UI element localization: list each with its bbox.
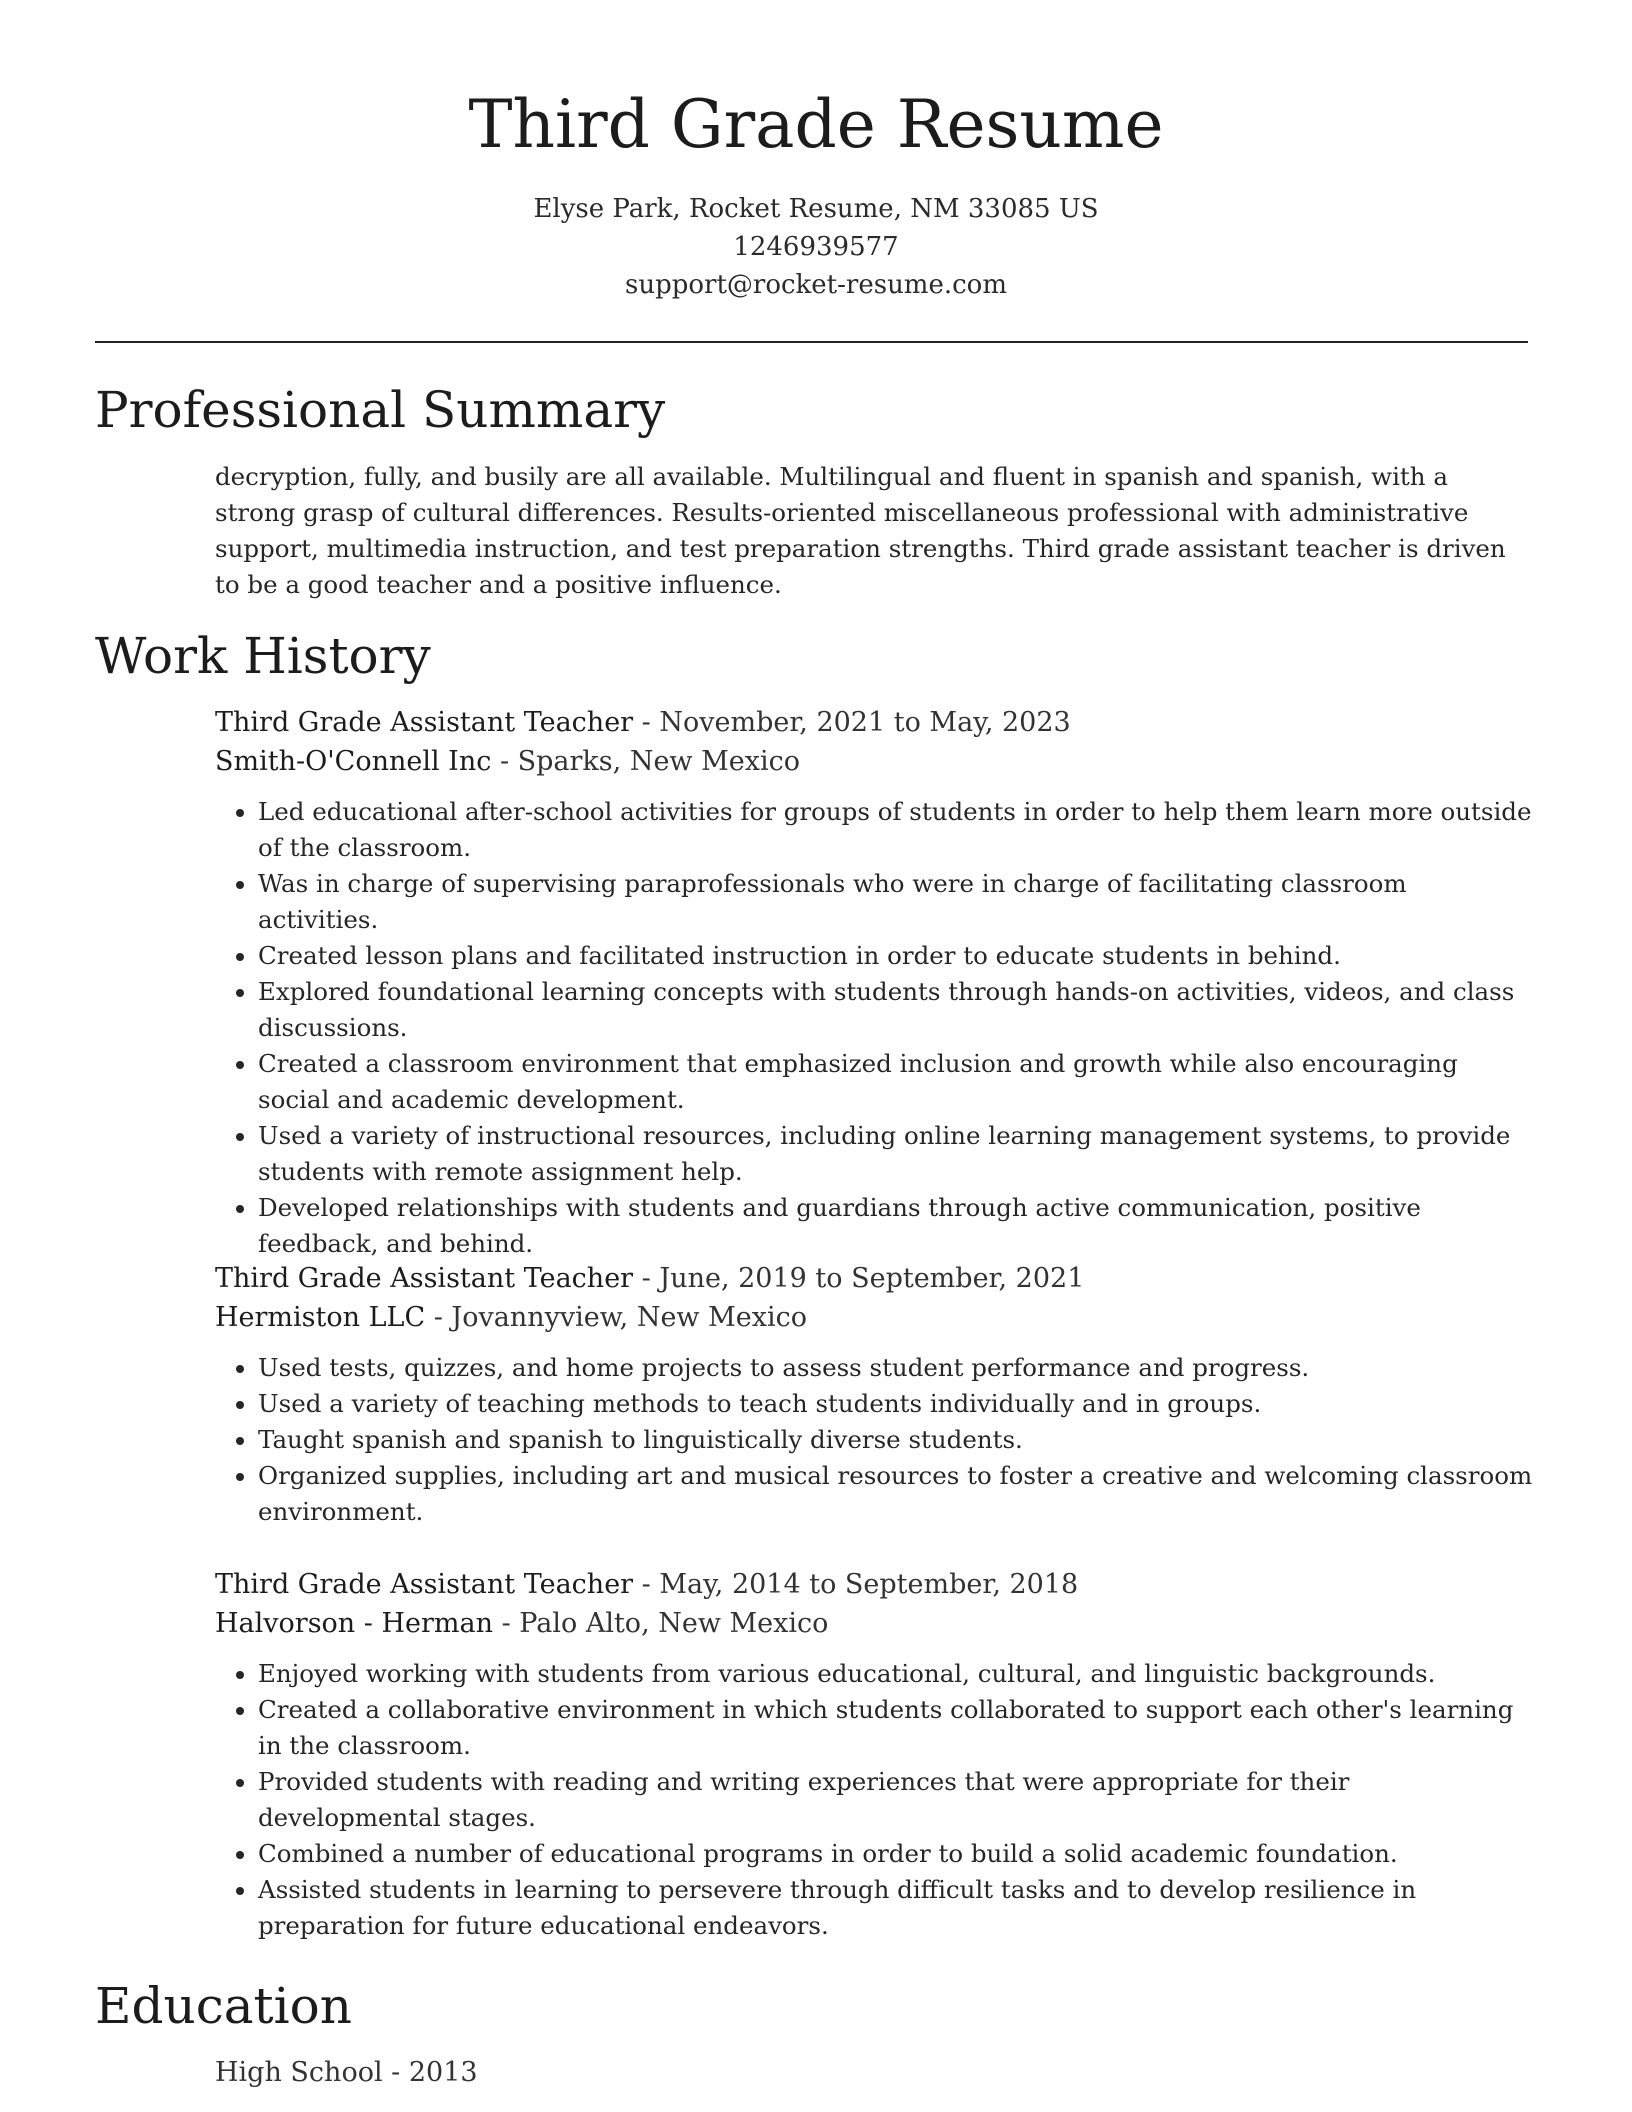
education-line — [215, 2053, 1533, 2092]
job-entry — [215, 1565, 1533, 1944]
contact-info — [0, 190, 1632, 304]
header-divider — [95, 341, 1528, 343]
job-bullets — [215, 1656, 1533, 1944]
job-bullet: • Organized supplies, including art and musical resources to foster a creative and welcoming classroom environment. — [258, 1458, 1533, 1530]
job-dates: - June, 2019 to September, 2021 — [633, 1263, 1085, 1294]
job-entry — [215, 703, 1533, 1262]
work-history-heading: Work History — [95, 627, 431, 685]
job-bullet: • Assisted students in learning to persevere through difficult tasks and to develop resilience in preparation for future educational endeavors. — [258, 1872, 1533, 1944]
job-entry — [215, 1259, 1533, 1530]
job-bullet: • Led educational after-school activities for groups of students in order to help them learn more outside of the classroom. — [258, 794, 1533, 866]
job-bullets — [215, 794, 1533, 1262]
job-title: Third Grade Assistant Teacher — [215, 707, 634, 738]
job-company: Halvorson - Herman — [215, 1608, 494, 1639]
resume-title: Third Grade Resume — [468, 86, 1164, 163]
education-degree: High School — [215, 2057, 383, 2088]
job-bullet: • Developed relationships with students and guardians through active communication, positive feedback, and behind. — [258, 1190, 1533, 1262]
job-company-line — [215, 1604, 1533, 1643]
job-title: Third Grade Assistant Teacher — [215, 1263, 634, 1294]
job-bullet: • Used tests, quizzes, and home projects to assess student performance and progress. — [258, 1350, 1533, 1386]
summary-block — [215, 459, 1533, 603]
job-location: - Palo Alto, New Mexico — [493, 1608, 829, 1639]
job-bullet: • Enjoyed working with students from various educational, cultural, and linguistic backgrounds. — [258, 1656, 1533, 1692]
summary-text: decryption, fully, and busily are all available. Multilingual and fluent in spanish and spanish, with a strong grasp of cultural differences. Results-oriented miscellaneous professional with administrative support, multimedia instruction, and test preparation strengths. Third grade assistant teacher is driven to be a good teacher and a positive influence. — [215, 462, 1506, 599]
job-bullet: • Created lesson plans and facilitated instruction in order to educate students in behind. — [258, 938, 1533, 974]
job-bullet: • Provided students with reading and writing experiences that were appropriate for their developmental stages. — [258, 1764, 1533, 1836]
contact-email: support@rocket-resume.com — [624, 270, 1007, 300]
job-bullet: • Explored foundational learning concepts with students through hands-on activities, videos, and class discussions. — [258, 974, 1533, 1046]
job-company-line — [215, 1298, 1533, 1337]
job-company: Hermiston LLC — [215, 1302, 426, 1333]
job-location: - Sparks, New Mexico — [491, 746, 800, 777]
education-year: - 2013 — [382, 2057, 478, 2088]
job-title-line — [215, 1565, 1533, 1604]
job-bullet: • Created a collaborative environment in which students collaborated to support each other's learning in the classroom. — [258, 1692, 1533, 1764]
job-bullet: • Used a variety of teaching methods to teach students individually and in groups. — [258, 1386, 1533, 1422]
job-dates: - November, 2021 to May, 2023 — [633, 707, 1071, 738]
job-company: Smith-O'Connell Inc — [215, 746, 492, 777]
job-title-line — [215, 703, 1533, 742]
resume-header — [0, 82, 1632, 304]
job-location: - Jovannyview, New Mexico — [425, 1302, 807, 1333]
contact-phone: 1246939577 — [733, 232, 899, 262]
job-bullet: • Used a variety of instructional resources, including online learning management systems, to provide students with remote assignment help. — [258, 1118, 1533, 1190]
job-bullet: • Combined a number of educational programs in order to build a solid academic foundation. — [258, 1836, 1533, 1872]
job-bullet: • Taught spanish and spanish to linguistically diverse students. — [258, 1422, 1533, 1458]
job-company-line — [215, 742, 1533, 781]
education-heading: Education — [95, 1977, 352, 2035]
education-entry — [215, 2053, 1533, 2092]
job-bullets — [215, 1350, 1533, 1530]
job-title: Third Grade Assistant Teacher — [215, 1569, 634, 1600]
job-bullet: • Was in charge of supervising paraprofessionals who were in charge of facilitating classroom activities. — [258, 866, 1533, 938]
job-bullet: • Created a classroom environment that emphasized inclusion and growth while also encouraging social and academic development. — [258, 1046, 1533, 1118]
job-dates: - May, 2014 to September, 2018 — [633, 1569, 1079, 1600]
job-title-line — [215, 1259, 1533, 1298]
contact-address: Elyse Park, Rocket Resume, NM 33085 US — [533, 194, 1099, 224]
summary-heading: Professional Summary — [95, 381, 666, 439]
